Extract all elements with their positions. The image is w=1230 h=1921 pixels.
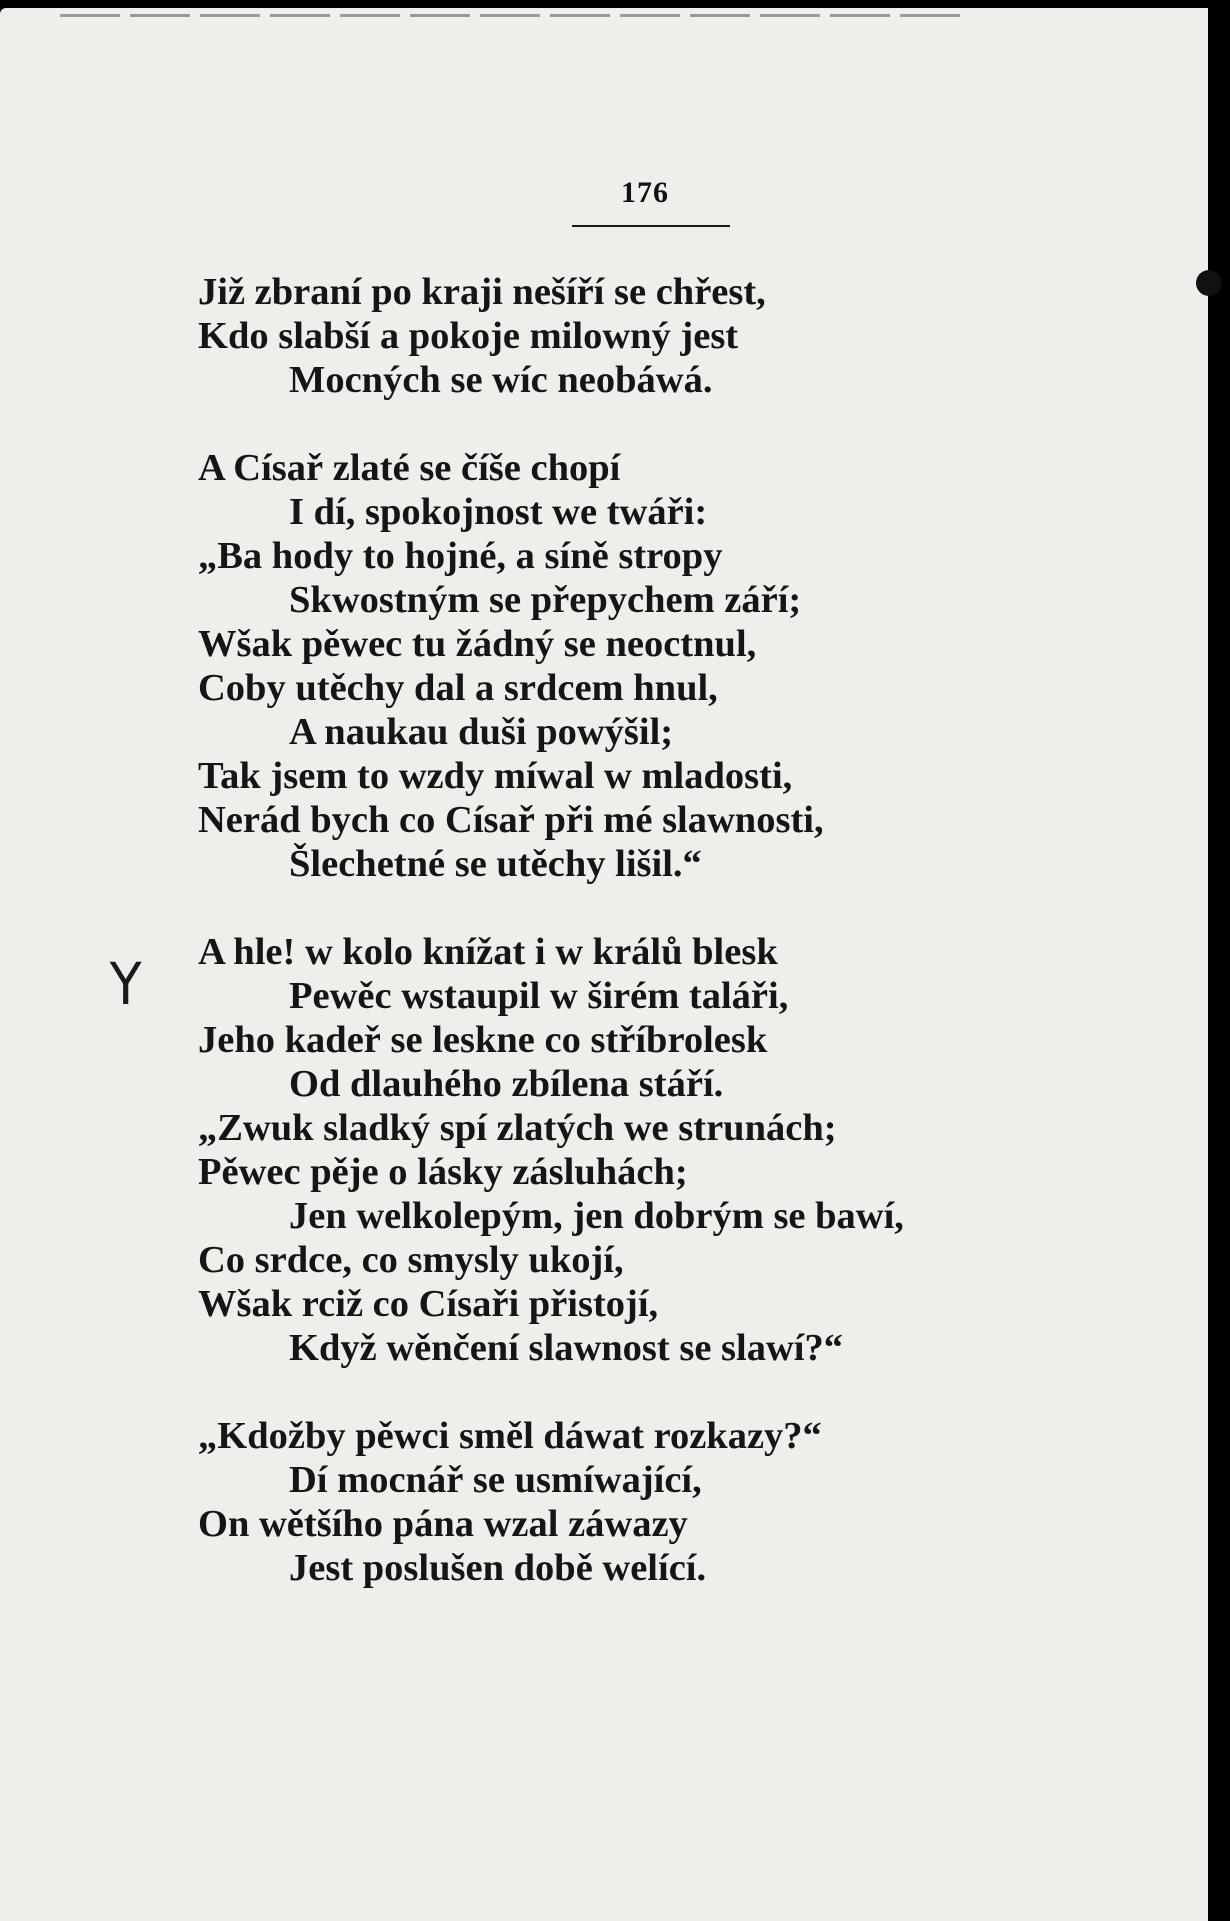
stanza [198, 270, 1098, 402]
poem-line: Skwostným se přepychem září; [289, 579, 802, 621]
margin-handwritten-mark: Y [109, 950, 142, 1018]
poem-line: Nerád bych co Císař při mé slawnosti, [198, 799, 824, 841]
poem-line: I dí, spokojnost we twáři: [289, 491, 708, 533]
poem-line: Pěwec pěje o lásky zásluhách; [198, 1151, 688, 1193]
poem-line: Wšak rciž co Císaři přistojí, [198, 1283, 659, 1325]
poem-line: Když wěnčení slawnost se slawí?“ [289, 1327, 843, 1369]
poem-line: A Císař zlaté se číše chopí [198, 447, 621, 489]
poem-body [198, 270, 1098, 1634]
poem-line: Kdo slabší a pokoje milowný jest [198, 315, 739, 357]
poem-line: A hle! w kolo knížat i w králů blesk [198, 931, 778, 973]
stanza [198, 446, 1098, 886]
poem-line: Coby utěchy dal a srdcem hnul, [198, 667, 718, 709]
stanza [198, 1414, 1098, 1590]
poem-line: Mocných se wíc neobáwá. [289, 359, 713, 401]
poem-line: Již zbraní po kraji nešíří se chřest, [198, 271, 766, 313]
top-edge-rule [60, 14, 960, 17]
poem-line: Jest poslušen době welící. [289, 1547, 707, 1589]
poem-line: Jen welkolepým, jen dobrým se bawí, [289, 1195, 904, 1237]
poem-line: Jeho kadeř se leskne co stříbrolesk [198, 1019, 768, 1061]
poem-line: Tak jsem to wzdy míwal w mladosti, [198, 755, 793, 797]
poem-line: On wětšího pána wzal záwazy [198, 1503, 688, 1545]
stanza [198, 930, 1098, 1370]
poem-line: „Ba hody to hojné, a síně stropy [198, 535, 723, 577]
page-number: 176 [621, 176, 669, 209]
poem-line: „Zwuk sladký spí zlatých we strunách; [198, 1107, 837, 1149]
poem-line: Od dlauhého zbílena stáří. [289, 1063, 724, 1105]
poem-line: Dí mocnář se usmíwající, [289, 1459, 702, 1501]
poem-line: „Kdožby pěwci směl dáwat rozkazy?“ [198, 1415, 822, 1457]
poem-line: Wšak pěwec tu žádný se neoctnul, [198, 623, 757, 665]
poem-line: Šlechetné se utěchy lišil.“ [289, 843, 702, 885]
poem-line: A naukau duši powýšil; [289, 711, 674, 753]
poem-line: Co srdce, co smysly ukojí, [198, 1239, 624, 1281]
binding-dot [1196, 270, 1222, 296]
page-number-rule [572, 225, 730, 227]
poem-line: Pewěc wstaupil w širém taláři, [289, 975, 789, 1017]
